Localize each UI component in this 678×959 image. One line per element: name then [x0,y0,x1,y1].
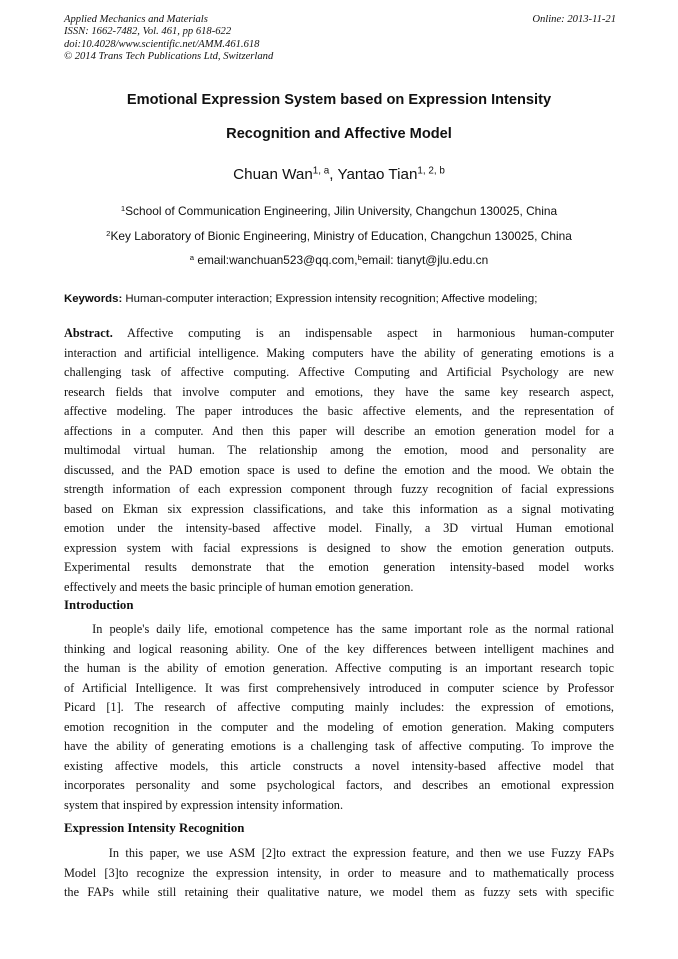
expression-intensity-paragraph [64,844,614,903]
email-line [64,253,614,267]
expression-intensity-line: the FAPs while still retaining their qualitative nature, we model them as fuzzy sets with specific [64,885,614,899]
online-date: Online: 2013-11-21 [532,14,616,25]
abstract-line: expression system with facial expressions is designed to show the emotion generation outputs. [64,540,614,555]
affiliation-mark: 2 [106,228,111,238]
introduction-line: the human is the ability of emotion generation. Affective computing is an important research topic [64,661,614,675]
journal-name: Applied Mechanics and Materials [64,14,208,25]
affiliation-2 [64,229,614,243]
keywords-label: Keywords: [64,293,123,305]
affiliation-mark: 1 [120,203,126,213]
expression-intensity-line: Model [3]to recognize the expression intensity, in order to measure and to mathematically process [64,865,614,880]
abstract-line: emotion under the intensity-based affective model. Finally, a 3D virtual Human emotional [64,521,614,535]
abstract-line: affections in a computer. And then this paper will describe an emotion generation model for a [64,423,614,438]
paper-title-line-2: Recognition and Affective Model [226,126,452,142]
abstract-line: effectively and meets the basic principle of human emotion generation. [64,579,414,594]
abstract-line: multimodal virtual human. The relationship among the emotion, mood and personality are [64,443,614,457]
keywords [64,293,616,305]
abstract-line: strength information of each expression component through fuzzy recognition of facial expressions [64,482,614,496]
issn-line: ISSN: 1662-7482, Vol. 461, pp 618-622 [64,26,232,38]
doi-line: doi:10.4028/www.scientific.net/AMM.461.618 [64,38,260,50]
abstract-line: discussed, and the PAD emotion space is used to define the emotion and the mood. We obtain the [64,462,614,477]
introduction-line: incorporates personality and some psychological factors, and describes an emotional expression [64,778,614,792]
introduction-line: of Artificial Intelligence. It was first comprehensively introduced in computer science by Professor [64,680,614,695]
introduction-line: system that inspired by expression intensity information. [64,797,344,812]
abstract-line: Experimental results demonstrate that the emotion generation intensity-based model works [64,560,614,574]
author-affiliation-mark: 1, a [312,165,330,177]
abstract-line: interaction and artificial intelligence. Making computers have the ability of generating emotions is a [64,345,614,360]
affiliation-text: School of Communication Engineering, Jilin University, Changchun 130025, China [125,204,558,218]
introduction-paragraph [64,620,614,815]
introduction-line: Picard [1]. The research of affective computing mainly includes: the expression of emotions, [64,700,614,714]
expression-intensity-heading: Expression Intensity Recognition [64,821,245,835]
abstract-line [64,324,614,344]
introduction-line: In people's daily life, emotional competence has the same important role as the normal rational [64,622,614,636]
journal-header [64,14,616,64]
introduction-line: have the ability of generating emotions is a challenging task of affective computing. To improve the [64,739,614,753]
author-name: Chuan Wan [233,166,313,183]
affiliation-1 [64,204,614,218]
abstract-line: research fields that involve computer and emotions, they have the same key research aspect, [64,384,614,399]
author-separator: , [329,166,338,183]
email-mark: b [357,252,362,262]
abstract-line-text: Affective computing is an indispensable aspect in harmonious human-computer [112,326,614,340]
keywords-text: Human-computer interaction; Expression intensity recognition; Affective modeling; [122,293,538,305]
introduction-line: existing affective models, this article constructs a novel intensity-based affective model that [64,758,614,773]
author-name: Yantao Tian [337,166,418,183]
email-address: email: tianyt@jlu.edu.cn [361,253,489,267]
affiliation-text: Key Laboratory of Bionic Engineering, Ministry of Education, Changchun 130025, China [110,229,572,243]
paper-title-line-1: Emotional Expression System based on Expression Intensity [126,92,552,108]
abstract-line: affective modeling. The paper introduces the basic affective elements, and the representation of [64,404,614,418]
expression-intensity-line: In this paper, we use ASM [2]to extract the expression feature, and then we use Fuzzy FAPs [64,846,614,860]
introduction-line: thinking and logical reasoning ability. One of the key differences between intelligent machines and [64,641,614,656]
abstract-line: challenging task of affective computing. Affective Computing and Artificial Psychology are new [64,365,614,379]
abstract-label: Abstract. [64,326,113,340]
copyright-line: © 2014 Trans Tech Publications Ltd, Switzerland [64,51,274,63]
abstract-line: based on Ekman six expression classifications, and take this information as a signal motivating [64,501,614,516]
email-address: email:wanchuan523@qq.com, [194,253,358,267]
abstract-paragraph [64,324,614,597]
author-affiliation-mark: 1, 2, b [417,165,445,177]
author-list [64,166,614,183]
introduction-line: emotion recognition in the computer and the modeling of emotion generation. Making computers [64,719,614,734]
introduction-heading: Introduction [64,598,134,612]
email-mark: a [189,252,195,262]
